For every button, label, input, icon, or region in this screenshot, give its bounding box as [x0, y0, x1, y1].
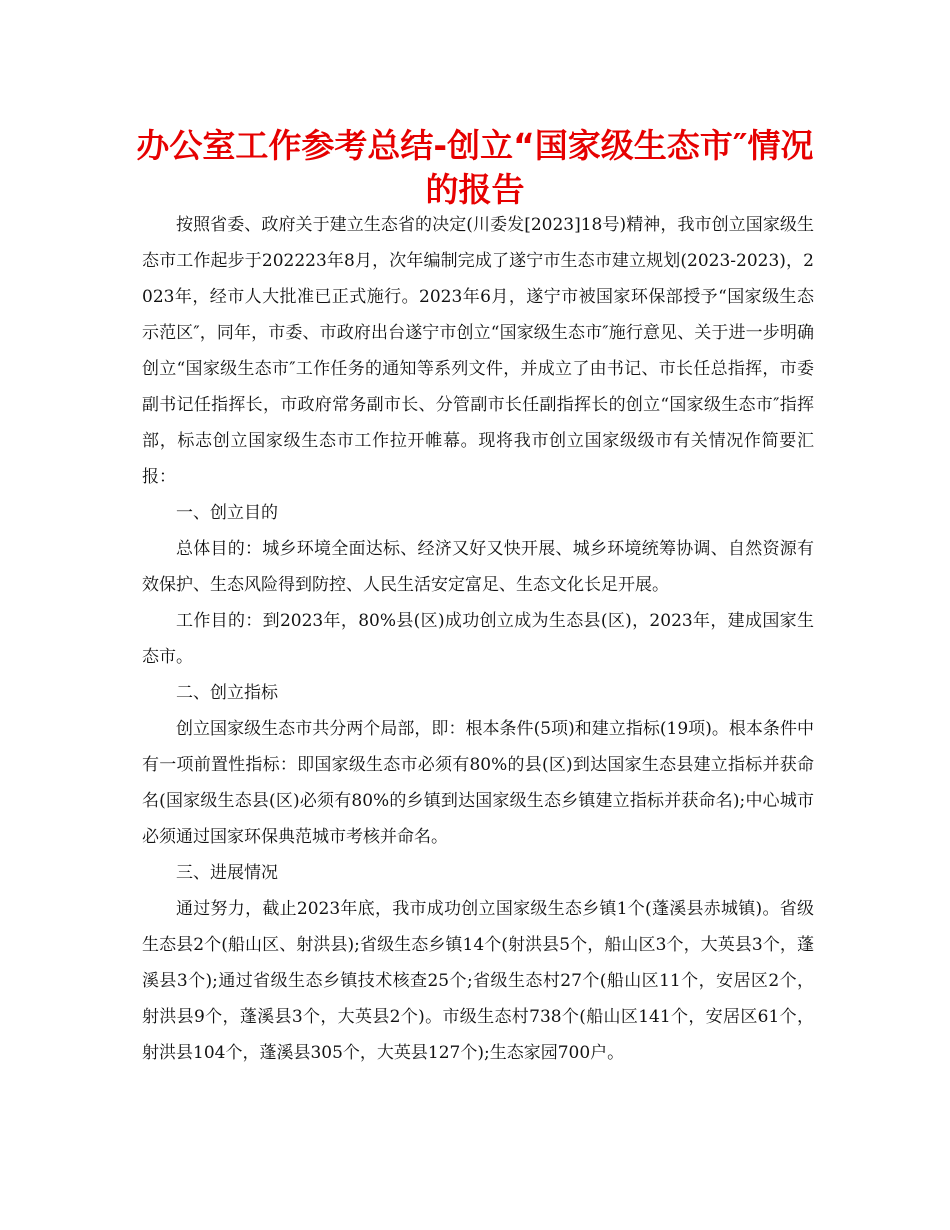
intro-paragraph: 按照省委、政府关于建立生态省的决定(川委发[2023]18号)精神，我市创立国家级生态市工作起步于202223年8月，次年编制完成了遂宁市生态市建立规划(2023-2023)，2023年，经市人大批准已正式施行。2023年6月，遂宁市被国家环保部授予“国家级生态示范区″，同年，市委、市政府出台遂宁市创立“国家级生态市″施行意见、关于进一步明确创立“国家级生态市″工作任务的通知等系列文件，并成立了由书记、市长任总指挥，市委副书记任指挥长，市政府常务副市长、分管副市长任副指挥长的创立“国家级生态市″指挥部，标志创立国家级生态市工作拉开帷幕。现将我市创立国家级级市有关情况作简要汇报：	[142, 215, 814, 487]
document-title-line-1: 办公室工作参考总结-创立“国家级生态市″情况	[136, 126, 814, 165]
document-title-line-2: 的报告	[425, 170, 525, 209]
document-body	[142, 207, 814, 1071]
section-heading-indicators: 二、创立指标	[176, 683, 278, 703]
section-heading-goals: 一、创立目的	[176, 503, 278, 523]
indicators-paragraph: 创立国家级生态市共分两个局部，即：根本条件(5项)和建立指标(19项)。根本条件中有一项前置性指标：即国家级生态市必须有80%的县(区)到达国家生态县建立指标并获命名(国家级生态县(区)必须有80%的乡镇到达国家级生态乡镇建立指标并获命名);中心城市必须通过国家环保典范城市考核并命名。	[142, 719, 814, 847]
progress-paragraph: 通过努力，截止2023年底，我市成功创立国家级生态乡镇1个(蓬溪县赤城镇)。省级生态县2个(船山区、射洪县);省级生态乡镇14个(射洪县5个，船山区3个，大英县3个，蓬溪县3个);通过省级生态乡镇技术核查25个;省级生态村27个(船山区11个，安居区2个，射洪县9个，蓬溪县3个，大英县2个)。市级生态村738个(船山区141个，安居区61个，射洪县104个，蓬溪县305个，大英县127个);生态家园700户。	[142, 899, 814, 1063]
overall-goal-paragraph: 总体目的：城乡环境全面达标、经济又好又快开展、城乡环境统筹协调、自然资源有效保护、生态风险得到防控、人民生活安定富足、生态文化长足开展。	[142, 539, 814, 595]
section-heading-progress: 三、进展情况	[176, 863, 278, 883]
work-goal-paragraph: 工作目的：到2023年，80%县(区)成功创立成为生态县(区)，2023年，建成国家生态市。	[142, 611, 814, 667]
